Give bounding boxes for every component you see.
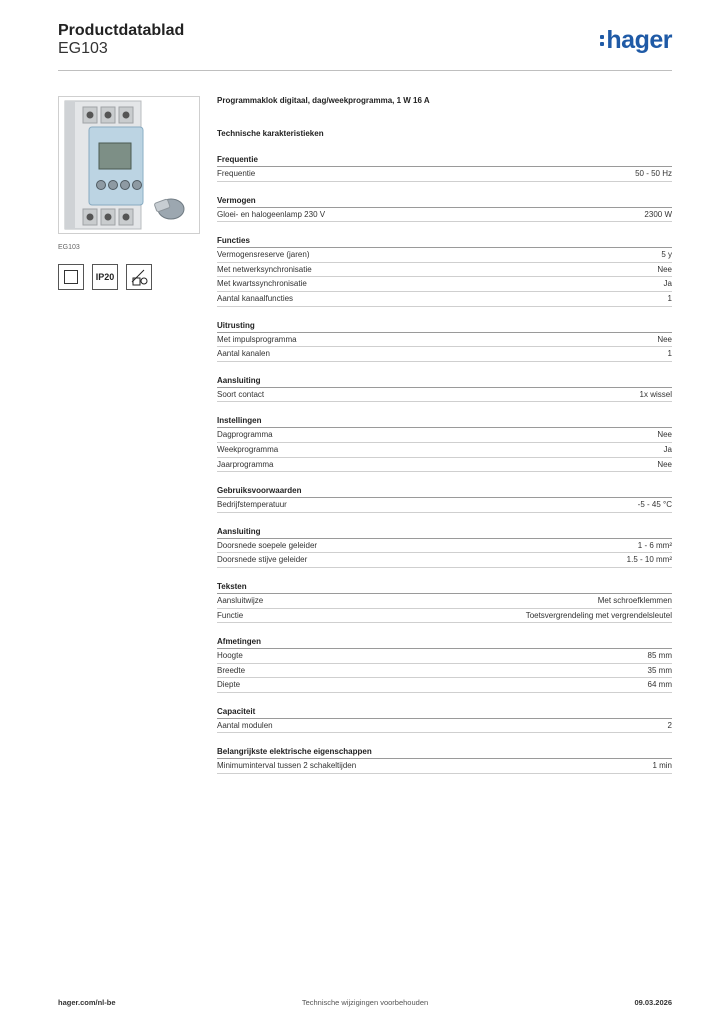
spec-row: [217, 292, 672, 307]
spec-label: Met impulsprogramma: [217, 334, 297, 344]
section-title: Aansluiting: [217, 525, 672, 539]
spec-value: 64 mm: [647, 680, 672, 690]
specs-heading: Technische karakteristieken: [217, 129, 324, 138]
spec-row: [217, 388, 672, 403]
spec-row: [217, 664, 672, 679]
section-title: Frequentie: [217, 153, 672, 167]
spec-section: [217, 374, 672, 403]
section-title: Teksten: [217, 580, 672, 594]
document-type: Productdatablad: [58, 22, 185, 39]
spec-value: Met schroefklemmen: [597, 595, 672, 605]
spec-label: Hoogte: [217, 651, 243, 661]
spec-label: Diepte: [217, 680, 241, 690]
spec-row: [217, 167, 672, 182]
spec-value: Ja: [663, 279, 672, 289]
section-title: Capaciteit: [217, 705, 672, 719]
spec-label: Dagprogramma: [217, 430, 273, 440]
spec-value: 1: [667, 293, 672, 303]
spec-row: [217, 649, 672, 664]
spec-row: [217, 263, 672, 278]
spec-label: Jaarprogramma: [217, 459, 274, 469]
spec-section: [217, 234, 672, 306]
spec-value: Nee: [657, 430, 672, 440]
spec-row: [217, 719, 672, 734]
spec-label: Bedrijfstemperatuur: [217, 500, 287, 510]
spec-value: Ja: [663, 444, 672, 454]
section-title: Aansluiting: [217, 374, 672, 388]
spec-row: [217, 678, 672, 693]
product-image: [58, 96, 200, 234]
spec-value: 1: [667, 349, 672, 359]
logo-dots-icon: [600, 33, 604, 47]
spec-value: 2: [667, 720, 672, 730]
spec-sections: [217, 153, 672, 774]
image-caption: EG103: [58, 244, 80, 251]
spec-value: 5 y: [661, 250, 672, 260]
section-title: Uitrusting: [217, 319, 672, 333]
spec-row: [217, 498, 672, 513]
spec-label: Frequentie: [217, 169, 256, 178]
spec-value: Nee: [657, 334, 672, 344]
spec-row: [217, 443, 672, 458]
spec-label: Gloei- en halogeenlamp 230 V: [217, 209, 326, 219]
spec-label: Doorsnede stijve geleider: [217, 555, 308, 565]
spec-value: 1 min: [652, 761, 672, 771]
spec-section: [217, 319, 672, 362]
spec-label: Aantal kanaalfuncties: [217, 293, 294, 303]
clock-switch-symbol-icon: [126, 264, 152, 290]
spec-section: [217, 705, 672, 734]
section-title: Functies: [217, 234, 672, 248]
footer-date: 09.03.2026: [634, 998, 672, 1007]
spec-label: Breedte: [217, 665, 246, 675]
spec-label: Functie: [217, 610, 244, 620]
certification-badges: [58, 264, 152, 290]
spec-value: 85 mm: [647, 651, 672, 661]
spec-value: Nee: [657, 264, 672, 274]
spec-value: 1.5 - 10 mm²: [626, 555, 672, 565]
section-title: Gebruiksvoorwaarden: [217, 484, 672, 498]
spec-section: [217, 153, 672, 182]
technical-specifications: [217, 94, 672, 774]
product-code: EG103: [58, 40, 108, 57]
spec-section: [217, 580, 672, 623]
section-title: Belangrijkste elektrische eigenschappen: [217, 745, 672, 759]
spec-label: Doorsnede soepele geleider: [217, 540, 318, 550]
spec-row: [217, 759, 672, 774]
spec-label: Weekprogramma: [217, 444, 279, 454]
spec-value: Nee: [657, 459, 672, 469]
spec-label: Vermogensreserve (jaren): [217, 250, 310, 260]
spec-value: 2300 W: [644, 209, 672, 219]
spec-section: [217, 194, 672, 223]
spec-value: 35 mm: [647, 665, 672, 675]
footer-disclaimer: Technische wijzigingen voorbehouden: [301, 998, 429, 1007]
spec-label: Aantal kanalen: [217, 349, 270, 359]
spec-value: 1x wissel: [639, 389, 672, 399]
spec-value: 50 - 50 Hz: [635, 169, 672, 178]
footer-website: hager.com/nl-be: [58, 998, 116, 1007]
spec-row: [217, 333, 672, 348]
spec-section: [217, 745, 672, 774]
spec-row: [217, 347, 672, 362]
spec-value: 1 - 6 mm²: [637, 540, 672, 550]
spec-value: Toetsvergrendeling met vergrendelsleutel: [525, 610, 672, 620]
spec-label: Met netwerksynchronisatie: [217, 264, 312, 274]
page-header: [58, 22, 672, 71]
spec-section: [217, 484, 672, 513]
spec-section: [217, 525, 672, 568]
spec-label: Minimuminterval tussen 2 schakeltijden: [217, 761, 357, 771]
spec-label: Soort contact: [217, 389, 265, 399]
spec-value: -5 - 45 °C: [637, 500, 672, 510]
spec-row: [217, 539, 672, 554]
timer-device-icon: [59, 97, 199, 233]
spec-section: [217, 635, 672, 693]
section-title: Instellingen: [217, 414, 672, 428]
spec-row: [217, 553, 672, 568]
hager-logo: [600, 26, 672, 55]
product-title: Programmaklok digitaal, dag/weekprogramma, 1 W 16 A: [217, 96, 430, 105]
spec-row: [217, 609, 672, 624]
class-ii-double-square-icon: [58, 264, 84, 290]
spec-row: [217, 277, 672, 292]
section-title: Afmetingen: [217, 635, 672, 649]
spec-row: [217, 458, 672, 473]
spec-row: [217, 594, 672, 609]
spec-row: [217, 208, 672, 223]
spec-label: Aantal modulen: [217, 720, 273, 730]
spec-label: Met kwartssynchronisatie: [217, 279, 307, 289]
ip20-icon: IP20: [92, 264, 118, 290]
logo-text: hager: [606, 26, 672, 54]
spec-row: [217, 248, 672, 263]
spec-section: [217, 414, 672, 472]
section-title: Vermogen: [217, 194, 672, 208]
spec-row: [217, 428, 672, 443]
spec-label: Aansluitwijze: [217, 595, 264, 605]
